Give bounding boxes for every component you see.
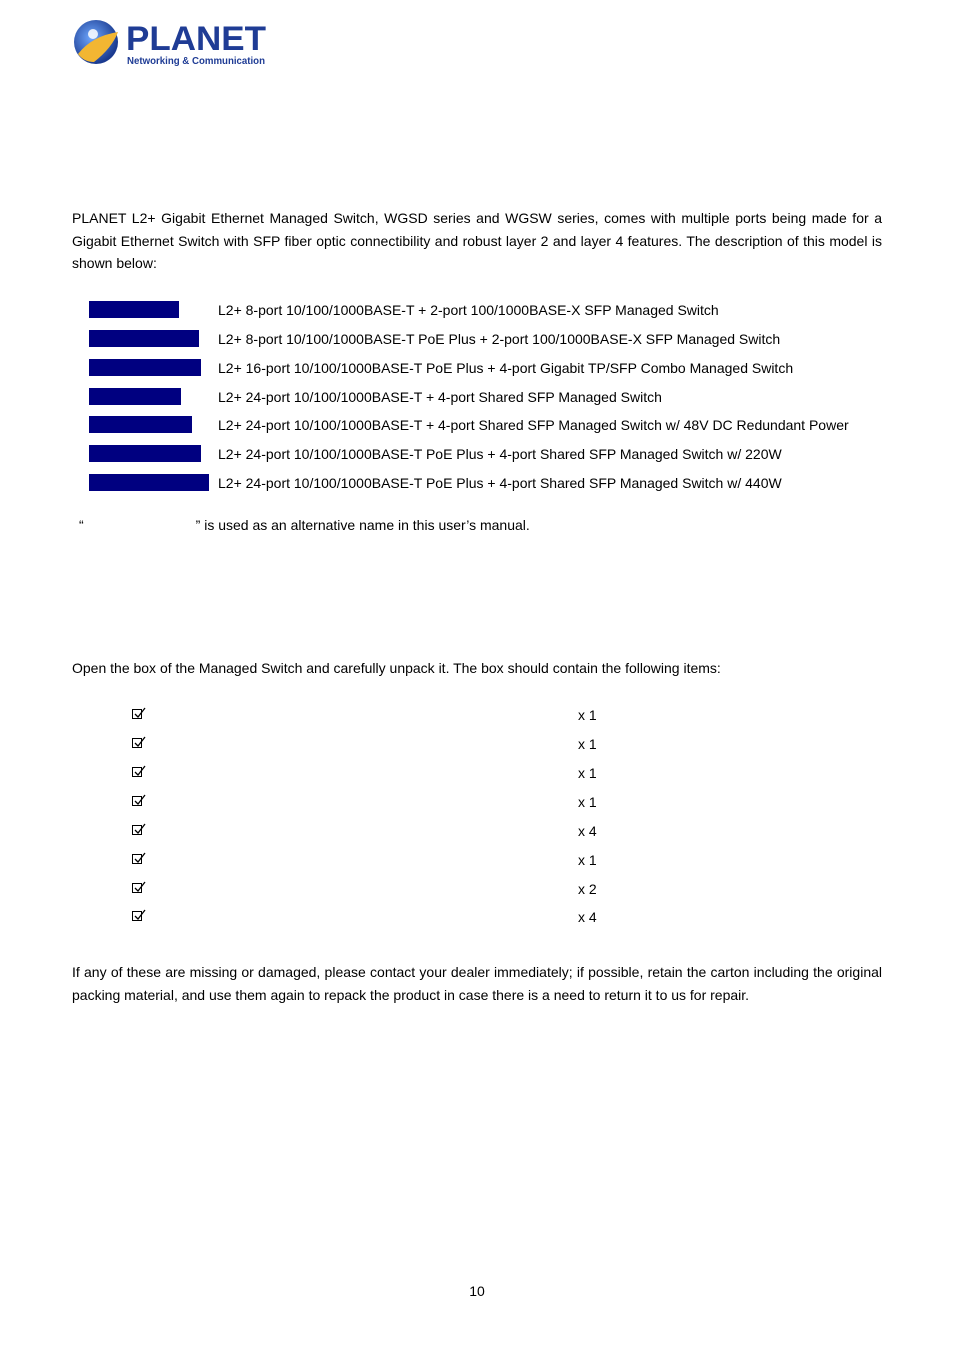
alternative-name-text: ” is used as an alternative name in this user’s manual. bbox=[195, 517, 530, 533]
package-item bbox=[132, 706, 612, 724]
item-quantity: x 4 bbox=[578, 909, 597, 925]
model-name-redacted bbox=[89, 474, 209, 491]
item-quantity: x 2 bbox=[578, 881, 597, 897]
package-item bbox=[132, 793, 612, 811]
item-quantity: x 1 bbox=[578, 794, 597, 810]
package-item bbox=[132, 851, 612, 869]
checked-box-icon bbox=[132, 825, 142, 835]
model-name-redacted bbox=[89, 359, 201, 376]
checked-box-icon bbox=[132, 709, 142, 719]
model-description: L2+ 8-port 10/100/1000BASE-T + 2-port 100/1000BASE-X SFP Managed Switch bbox=[218, 302, 719, 318]
package-intro: Open the box of the Managed Switch and carefully unpack it. The box should contain the following items: bbox=[72, 660, 721, 676]
open-quote: “ bbox=[79, 517, 84, 533]
checked-box-icon bbox=[132, 796, 142, 806]
intro-paragraph: PLANET L2+ Gigabit Ethernet Managed Switch, WGSD series and WGSW series, comes with multiple ports being made for a Gigabit Ethernet Switch with SFP fiber optic connectibility and robust layer 2 and layer 4 features. The description of this model is shown below: bbox=[72, 210, 882, 271]
model-name-redacted bbox=[89, 330, 199, 347]
item-quantity: x 1 bbox=[578, 736, 597, 752]
model-name-redacted bbox=[89, 301, 179, 318]
package-item bbox=[132, 735, 612, 753]
model-name-redacted bbox=[89, 416, 192, 433]
model-name-redacted bbox=[89, 388, 181, 405]
model-description: L2+ 24-port 10/100/1000BASE-T PoE Plus + 4-port Shared SFP Managed Switch w/ 440W bbox=[218, 475, 782, 491]
checked-box-icon bbox=[132, 738, 142, 748]
model-description: L2+ 16-port 10/100/1000BASE-T PoE Plus + 4-port Gigabit TP/SFP Combo Managed Switch bbox=[218, 360, 794, 376]
planet-globe-icon bbox=[72, 14, 272, 70]
model-description: L2+ 24-port 10/100/1000BASE-T PoE Plus + 4-port Shared SFP Managed Switch w/ 220W bbox=[218, 446, 782, 462]
model-description: L2+ 8-port 10/100/1000BASE-T PoE Plus + 2-port 100/1000BASE-X SFP Managed Switch bbox=[218, 331, 781, 347]
brand-name: PLANET bbox=[126, 20, 267, 58]
checked-box-icon bbox=[132, 883, 142, 893]
package-item bbox=[132, 880, 612, 898]
item-quantity: x 1 bbox=[578, 852, 597, 868]
checked-box-icon bbox=[132, 911, 142, 921]
model-description: L2+ 24-port 10/100/1000BASE-T + 4-port Shared SFP Managed Switch bbox=[218, 389, 662, 405]
planet-logo bbox=[72, 14, 272, 70]
checked-box-icon bbox=[132, 767, 142, 777]
package-item bbox=[132, 764, 612, 782]
item-quantity: x 1 bbox=[578, 765, 597, 781]
brand-tagline: Networking & Communication bbox=[127, 56, 265, 67]
model-description: L2+ 24-port 10/100/1000BASE-T + 4-port Shared SFP Managed Switch w/ 48V DC Redundant Power bbox=[218, 417, 849, 433]
item-quantity: x 1 bbox=[578, 707, 597, 723]
page-number: 10 bbox=[469, 1283, 485, 1299]
model-name-redacted bbox=[89, 445, 201, 462]
checked-box-icon bbox=[132, 854, 142, 864]
package-item bbox=[132, 822, 612, 840]
package-item bbox=[132, 908, 612, 926]
alternative-name-note bbox=[79, 517, 530, 533]
missing-items-note: If any of these are missing or damaged, please contact your dealer immediately; if possible, retain the carton including the original packing material, and use them again to repack the product in case there is a need to return it to us for repair. bbox=[72, 964, 882, 1003]
item-quantity: x 4 bbox=[578, 823, 597, 839]
